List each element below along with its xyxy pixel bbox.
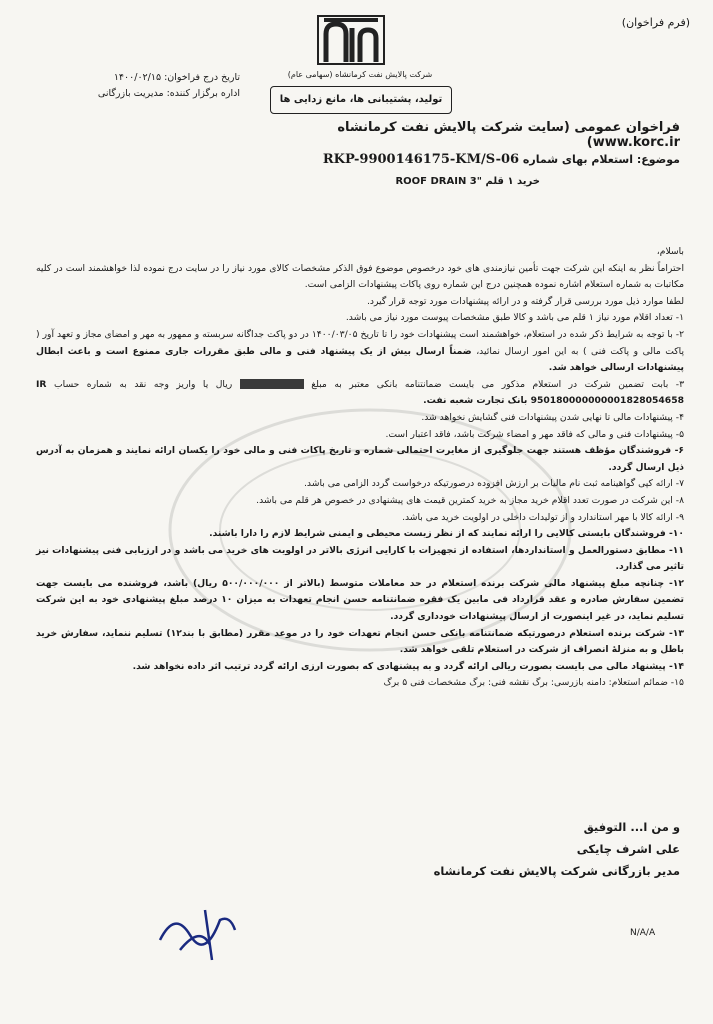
item-15: ۱۵- ضمائم استعلام: دامنه بازرسی: برگ نقشه فنی: برگ مشخصات فنی ۵ برگ	[383, 677, 684, 689]
announcement-date: تاریخ درج فراخوان: ۱۴۰۰/۰۲/۱۵	[113, 72, 240, 83]
item-14: ۱۴- پیشنهاد مالی می بایست بصورت ریالی ارائه گردد و به پیشنهادی که بصورت ارزی ارائه گردد ترتیب اثر داده نخواهد شد.	[132, 660, 684, 672]
subject-line	[150, 152, 680, 167]
item-7: ۷- ارائه کپی گواهینامه ثبت نام مالیات بر ارزش افزوده درصورتیکه درخواست گردد الزامی می باشد.	[304, 478, 684, 490]
item-3-text-b: ریال یا واریز وجه نقد به شماره حساب	[54, 378, 233, 390]
company-logo	[316, 14, 386, 66]
signatory-role: مدیر بازرگانی شرکت پالایش نفت کرمانشاه	[433, 864, 680, 878]
instruction-paragraph: لطفا موارد ذیل مورد بررسی قرار گرفته و در ارائه پیشنهادات مورد توجه قرار گیرد.	[366, 295, 684, 307]
intro-paragraph: احتراماً نظر به اینکه این شرکت جهت تأمین نیازمندی های خود درخصوص موضوع فوق الذکر مشخصات کالای مورد نیاز را در سایت درج نموده لذا خواهشمند است در کلیه مکاتبات به شماره استعلام اشاره نموده همچنین درج این شماره روی پاکات پیشنهادات الزامی است.	[36, 262, 684, 291]
form-label: (فرم فراخوان)	[621, 16, 690, 29]
item-3-account: IR 950180000000001828054658 بانک تجارت شعبه نفت.	[36, 378, 684, 407]
item-8: ۸- این شرکت در صورت تعدد اقلام خرید مجاز به خرید کمترین قیمت های پیشنهادی در خصوص هر قلم می باشد.	[256, 494, 684, 506]
page-title: فراخوان عمومی (سایت شرکت پالایش نفت کرمانشاه www.korc.ir)	[337, 120, 680, 150]
footer-code: N/A/A	[630, 928, 656, 938]
item-4: ۴- پیشنهادات مالی تا نهایی شدن پیشنهادات فنی گشایش نخواهد شد.	[421, 411, 684, 423]
signatory-name: علی اشرف چایکی	[576, 842, 680, 856]
greeting: باسلام،	[656, 246, 684, 257]
item-2-note: ضمناً ارسال بیش از یک پیشنهاد فنی و مالی طبق مقررات جاری ممنوع است و باعث ابطال پیشنهادات ارسالی خواهد شد.	[36, 345, 684, 374]
item-5: ۵- پیشنهادات فنی و مالی که فاقد مهر و امضاء شرکت باشد، فاقد اعتبار است.	[385, 428, 684, 440]
subject-prefix: موضوع: استعلام بهای شماره	[522, 153, 680, 166]
item-2-text: ۲- با توجه به شرایط ذکر شده در استعلام، خواهشمند است پیشنهادات خود را تا تاریخ ۱۴۰۰/۰۳/۰۵ در دو پاکت جداگانه سربسته و ممهور به مهر و امضای مجاز و تعهد آور ( پاکت مالی و پاکت فنی ) به این امور ارسال نمائید،	[36, 328, 685, 357]
document-body	[36, 244, 684, 692]
redacted-amount	[240, 379, 304, 389]
purchase-line: خرید ۱ قلم "ROOF DRAIN 3	[395, 176, 540, 187]
item-10: ۱۰- فروشندگان بایستی کالایی را ارائه نمایند که از نظر زیست محیطی و ایمنی شرایط لازم را دارا باشند.	[209, 528, 684, 540]
item-3-text: ۳- بابت تضمین شرکت در استعلام مذکور می بایست ضمانتنامه بانکی معتبر به مبلغ	[311, 378, 685, 390]
item-2	[36, 327, 684, 377]
inquiry-code: RKP-9900146175-KM/S-06	[322, 152, 520, 167]
item-3	[36, 377, 684, 410]
item-9: ۹- ارائه کالا با مهر استاندارد و از تولیدات داخلی در اولویت خرید می باشد.	[402, 511, 684, 523]
closing-phrase: و من ا... التوفیق	[583, 820, 680, 834]
organizing-office: اداره برگزار کننده: مدیریت بازرگانی	[97, 88, 240, 99]
item-1: ۱- تعداد اقلام مورد نیاز ۱ قلم می باشد و کالا طبق مشخصات پیوست مورد نیاز می باشد.	[345, 312, 684, 324]
slogan-banner: تولید، پشتیبانی ها، مانع زدایی ها	[270, 86, 452, 114]
item-12: ۱۲- چنانچه مبلغ پیشنهاد مالی شرکت برنده استعلام در حد معاملات متوسط (بالاتر از ۵۰۰/۰۰۰/۰۰۰ ریال) باشد، فروشنده می بایست جهت تضمین سفارش صادره و عقد قرارداد فی مابین یک فقره ضمانتنامه حسن انجام تعهدات به میزان ۱۰ درصد مبلغ پیشنهادی خود به این شرکت تسلیم نماید، در غیر اینصورت از ارسال پیشنهادات خودداری گردد.	[36, 577, 685, 623]
item-13: ۱۳- شرکت برنده استعلام درصورتیکه ضمانتنامه بانکی حسن انجام تعهدات خود را در موعد مقرر (مطابق با بند۱۲) تسلیم ننماید، سفارش خرید باطل و به منزلهٔ انصراف از شرکت در استعلام تلقی خواهد شد.	[36, 627, 685, 656]
company-name-small: شرکت پالایش نفت کرمانشاه (سهامی عام)	[287, 70, 433, 79]
signature-mark	[150, 890, 250, 970]
item-6: ۶- فروشندگان مؤظف هستند جهت جلوگیری از مغایرت احتمالی شماره و تاریخ پاکات فنی و مالی خود را یکسان ارائه نمایند و همزمان به آدرس ذیل ارسال گردد.	[36, 445, 684, 473]
item-11: ۱۱- مطابق دستورالعمل و استانداردها، استفاده از تجهیزات با کارایی انرژی بالاتر در اولویت های خرید می باشد و در ارزیابی فنی پیشنهادات نیز تاثیر می گذارد.	[36, 544, 684, 573]
